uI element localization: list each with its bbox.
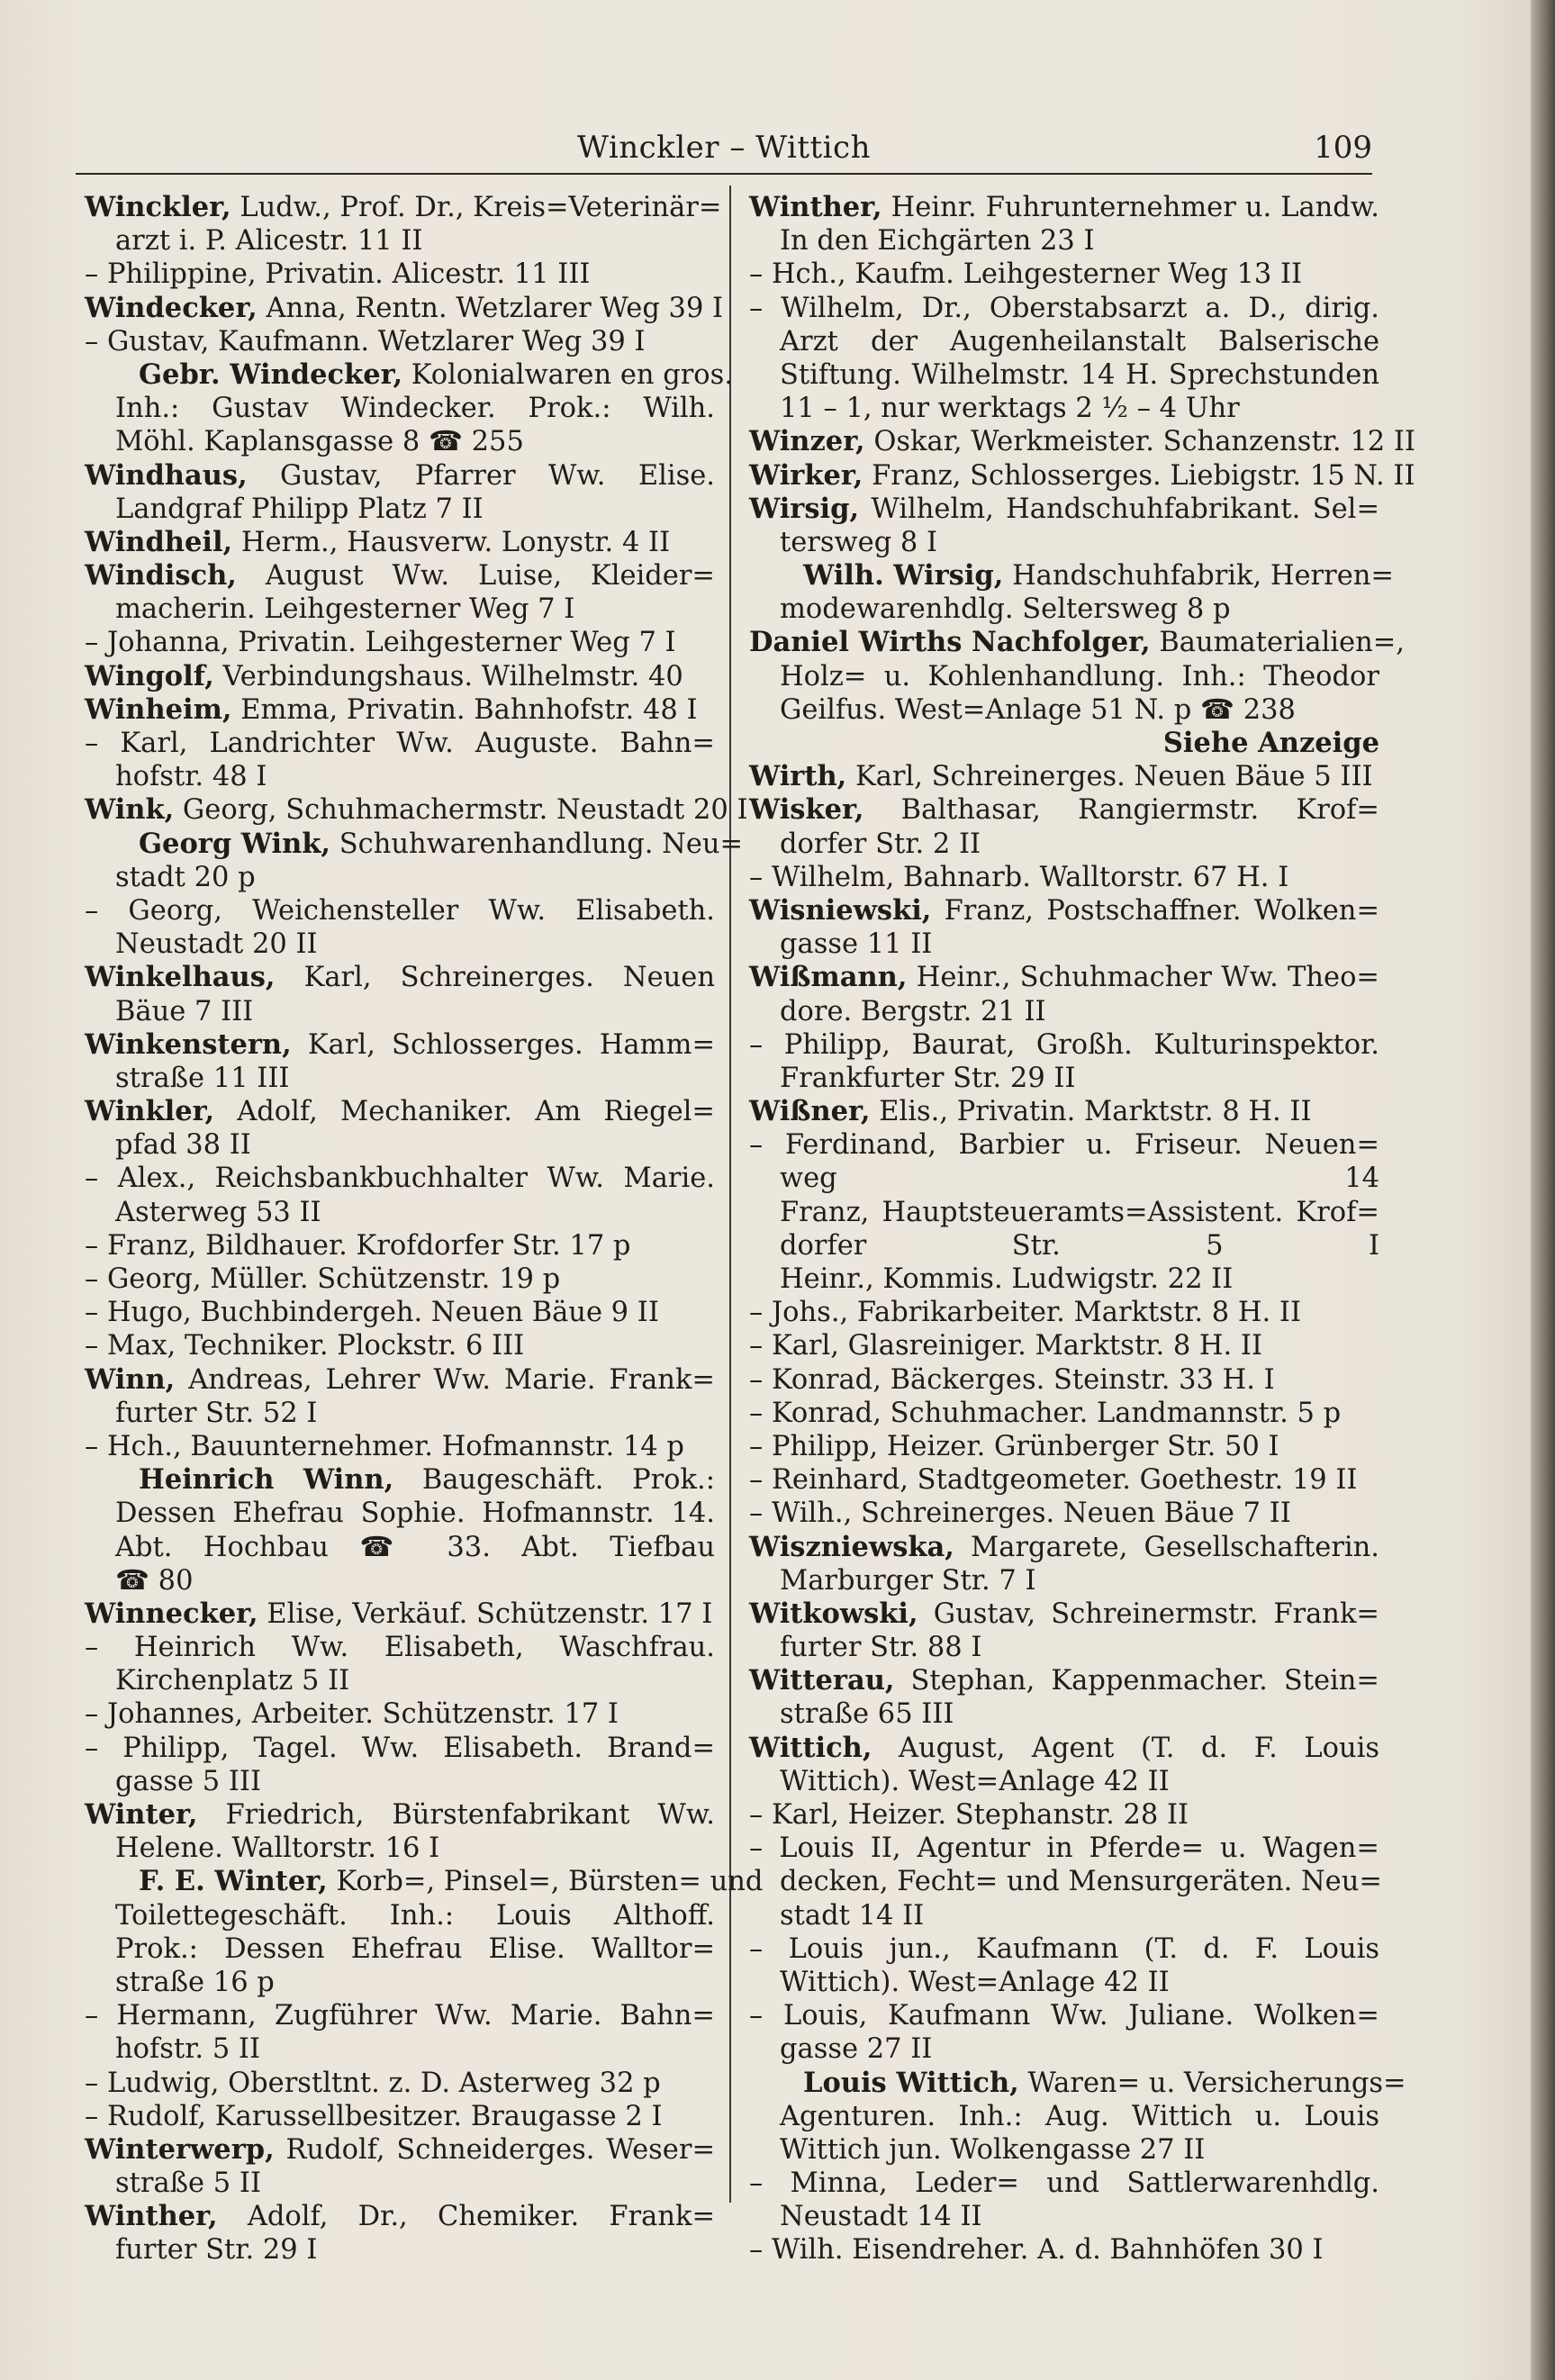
running-header [76, 124, 1372, 169]
directory-line [85, 2067, 715, 2100]
entry-text: dorfer Str. 5 I [780, 1229, 1379, 1262]
directory-line [85, 1430, 715, 1463]
entry-text: Frankfurter Str. 29 II [780, 1062, 1076, 1094]
entry-text: gasse 11 II [780, 928, 933, 961]
entry-name: Wisker, [749, 793, 864, 827]
entry-text: Verbindungshaus. Wilhelmstr. 40 [213, 660, 683, 692]
entry-text: – Konrad, Bäckerges. Steinstr. 33 H. I [749, 1363, 1275, 1396]
directory-line [749, 1999, 1379, 2032]
directory-line [749, 828, 1379, 861]
entry-text: Adolf, Dr., Chemiker. Frank= [217, 2201, 715, 2233]
entry-name: Winkler, [85, 1095, 215, 1128]
entry-name: Wink, [85, 793, 175, 827]
directory-line [749, 392, 1379, 425]
entry-text: Baumaterialien=, [1150, 627, 1405, 659]
entry-text: Heinr., Schuhmacher Ww. Theo= [907, 962, 1379, 994]
entry-text: – Karl, Heizer. Stephanstr. 28 II [749, 1799, 1189, 1831]
directory-line [749, 894, 1379, 928]
entry-text: Inh.: Gustav Windecker. Prok.: Wilh. [115, 393, 715, 425]
entry-text: Marburger Str. 7 I [780, 1564, 1036, 1597]
entry-text: gasse 5 III [115, 1765, 262, 1797]
entry-name: Wiszniewska, [749, 1530, 954, 1563]
entry-text: macherin. Leihgesterner Weg 7 I [115, 593, 575, 626]
directory-line [749, 1765, 1379, 1798]
directory-line [749, 1463, 1379, 1497]
entry-name: Winterwerp, [85, 2132, 275, 2166]
entry-text: Heinr. Fuhrunternehmer u. Landw. [881, 192, 1379, 223]
directory-line [749, 526, 1379, 559]
directory-line [85, 1597, 715, 1631]
entry-text: ☎ 80 [115, 1564, 194, 1597]
directory-line [85, 1062, 715, 1095]
entry-text: dore. Bergstr. 21 II [780, 995, 1046, 1027]
entry-text: Karl, Schreinerges. Neuen Bäue 5 III [846, 761, 1373, 793]
entry-name: Heinrich Winn, [139, 1463, 394, 1497]
entry-text: Helene. Walltorstr. 16 I [115, 1833, 440, 1865]
entry-name: Windheil, [85, 525, 233, 558]
directory-line [85, 1765, 715, 1798]
directory-line [85, 727, 715, 760]
entry-text: modewarenhdlg. Seltersweg 8 p [780, 593, 1231, 626]
directory-line [749, 1296, 1379, 1329]
entry-name: Wittich, [749, 1731, 872, 1764]
entry-text: – Louis, Kaufmann Ww. Juliane. Wolken= [749, 2000, 1379, 2032]
entry-text: Emma, Privatin. Bahnhofstr. 48 I [231, 693, 698, 726]
entry-text: stadt 20 p [115, 861, 256, 893]
entry-text: Prok.: Dessen Ehefrau Elise. Walltor= [115, 1932, 715, 1965]
directory-line [85, 894, 715, 928]
entry-text: 11 – 1, nur werktags 2 ½ – 4 Uhr [780, 393, 1240, 425]
left-column [85, 191, 764, 2267]
directory-line [749, 995, 1379, 1028]
directory-line [749, 292, 1379, 325]
directory-line [85, 1397, 715, 1430]
entry-text: Neustadt 20 II [115, 928, 318, 961]
entry-text: Elise, Verkäuf. Schützenstr. 17 I [258, 1597, 713, 1630]
entry-text: – Wilh., Schreinerges. Neuen Bäue 7 II [749, 1498, 1291, 1530]
entry-text: – Georg, Weichensteller Ww. Elisabeth. [85, 894, 715, 927]
entry-name: Winkenstern, [85, 1027, 292, 1061]
directory-line [749, 693, 1379, 727]
entry-text: – Heinrich Ww. Elisabeth, Waschfrau. [85, 1632, 715, 1664]
directory-line [85, 1697, 715, 1731]
entry-text: – Philippine, Privatin. Alicestr. 11 III [85, 258, 591, 291]
entry-text: stadt 14 II [780, 1899, 925, 1932]
entry-name: Winther, [85, 2200, 218, 2233]
directory-line [749, 1095, 1379, 1128]
entry-text: Heinr., Kommis. Ludwigstr. 22 II [780, 1263, 1234, 1295]
entry-text: – Johs., Fabrikarbeiter. Marktstr. 8 H. II [749, 1297, 1301, 1329]
page-number: 109 [1314, 130, 1372, 166]
directory-line [749, 961, 1379, 994]
entry-text: Asterweg 53 II [115, 1196, 321, 1228]
directory-line [85, 1028, 715, 1062]
entry-text: – Hermann, Zugführer Ww. Marie. Bahn= [85, 2000, 715, 2032]
entry-text: Balthasar, Rangiermstr. Krof= [863, 794, 1379, 827]
directory-line [85, 1531, 715, 1564]
entry-text: – Alex., Reichsbankbuchhalter Ww. Marie. [85, 1163, 715, 1195]
entry-name: Winheim, [85, 692, 232, 726]
directory-line [85, 526, 715, 559]
directory-line [85, 1196, 715, 1229]
entry-name: Windisch, [85, 559, 237, 593]
directory-line [749, 1497, 1379, 1530]
directory-line [85, 1497, 715, 1530]
directory-line [85, 425, 715, 458]
directory-line [749, 1564, 1379, 1597]
directory-line [749, 191, 1379, 224]
entry-text: Friedrich, Bürstenfabrikant Ww. [197, 1799, 715, 1831]
entry-text: Franz, Hauptsteueramts=Assistent. Krof= [780, 1196, 1379, 1228]
directory-line [749, 1531, 1379, 1564]
directory-line [749, 2233, 1379, 2267]
entry-text: – Minna, Leder= und Sattlerwarenhdlg. [749, 2167, 1379, 2200]
entry-text: Arzt der Augenheilanstalt Balserische [780, 325, 1379, 357]
directory-line [749, 1597, 1379, 1631]
directory-line [85, 258, 715, 291]
directory-line [85, 593, 715, 626]
directory-line [749, 1162, 1379, 1195]
entry-text: Wittich). West=Anlage 42 II [780, 1966, 1170, 1998]
directory-line [749, 1028, 1379, 1062]
entry-name: F. E. Winter, [139, 1865, 328, 1898]
entry-text: – Louis jun., Kaufmann (T. d. F. Louis [749, 1932, 1379, 1965]
directory-line [749, 1229, 1379, 1262]
directory-line [85, 1999, 715, 2032]
entry-name: Wilh. Wirsig, [803, 559, 1004, 593]
entry-text: – Louis II, Agentur in Pferde= u. Wagen= [749, 1833, 1379, 1865]
entry-name: Georg Wink, [139, 827, 331, 860]
directory-line [749, 1397, 1379, 1430]
directory-line [749, 1430, 1379, 1463]
directory-line [85, 1966, 715, 1999]
directory-line [749, 928, 1379, 961]
directory-line [749, 1732, 1379, 1765]
entry-text: furter Str. 29 I [115, 2234, 318, 2267]
entry-name: Wirker, [749, 458, 863, 492]
directory-line [749, 1798, 1379, 1832]
directory-line [749, 2167, 1379, 2200]
entry-text: Bäue 7 III [115, 995, 254, 1027]
directory-line [749, 760, 1379, 793]
entry-text: – Max, Techniker. Plockstr. 6 III [85, 1330, 525, 1362]
entry-name: Gebr. Windecker, [139, 357, 403, 391]
entry-name: Witkowski, [749, 1597, 918, 1630]
entry-text: – Wilhelm, Dr., Oberstabsarzt a. D., dirig. [749, 292, 1379, 324]
entry-text: gasse 27 II [780, 2033, 933, 2066]
directory-line [85, 660, 715, 693]
directory-line [85, 1798, 715, 1832]
directory-line [85, 1262, 715, 1296]
entry-text: Georg, Schuhmachermstr. Neustadt 20 I [174, 794, 748, 827]
entry-text: – Ludwig, Oberstltnt. z. D. Asterweg 32 p [85, 2067, 661, 2099]
entry-text: decken, Fecht= und Mensurgeräten. Neu= [780, 1866, 1382, 1898]
entry-text: Baugeschäft. Prok.: [393, 1464, 715, 1497]
entry-text: Herm., Hausverw. Lonystr. 4 II [232, 526, 671, 558]
directory-line [85, 2032, 715, 2066]
entry-name: Winn, [85, 1362, 176, 1396]
entry-name: Wingolf, [85, 659, 214, 692]
entry-text: straße 5 II [115, 2167, 261, 2200]
entry-name: Siehe Anzeige [1162, 727, 1379, 759]
entry-name: Daniel Wirths Nachfolger, [749, 626, 1151, 659]
entry-name: Wisniewski, [749, 893, 932, 927]
directory-line [85, 1631, 715, 1664]
entry-name: Windhaus, [85, 458, 248, 492]
directory-line [749, 2133, 1379, 2167]
directory-line [749, 1262, 1379, 1296]
directory-line [749, 1899, 1379, 1932]
entry-text: Kolonialwaren en gros. [402, 358, 734, 391]
entry-name: Witterau, [749, 1664, 895, 1697]
entry-text: Rudolf, Schneiderges. Weser= [274, 2133, 715, 2166]
directory-line [85, 357, 734, 392]
directory-line [85, 2133, 715, 2167]
entry-text: – Hch., Bauunternehmer. Hofmannstr. 14 p [85, 1430, 684, 1462]
entry-name: Wißner, [749, 1095, 871, 1128]
entry-text: hofstr. 48 I [115, 761, 267, 793]
entry-text: pfad 38 II [115, 1129, 251, 1162]
directory-line [85, 1329, 715, 1362]
directory-line [749, 1329, 1379, 1362]
directory-line [85, 1564, 715, 1597]
directory-line [85, 1095, 715, 1128]
entry-text: Gustav, Pfarrer Ww. Elise. [247, 459, 715, 492]
entry-text: Wittich jun. Wolkengasse 27 II [780, 2133, 1206, 2166]
entry-text: Franz, Postschaffner. Wolken= [931, 894, 1379, 927]
entry-text: Dessen Ehefrau Sophie. Hofmannstr. 14. [115, 1498, 715, 1530]
entry-text: Agenturen. Inh.: Aug. Wittich u. Louis [780, 2100, 1379, 2132]
directory-line [749, 258, 1379, 291]
directory-line [85, 2167, 715, 2200]
directory-line [749, 727, 1379, 760]
directory-line [749, 1966, 1379, 1999]
entry-text: – Johannes, Arbeiter. Schützenstr. 17 I [85, 1698, 619, 1731]
entry-text: Handschuhfabrik, Herren= [1003, 560, 1394, 593]
directory-line [749, 425, 1415, 458]
directory-line [85, 1296, 715, 1329]
entry-text: Karl, Schlosserges. Hamm= [291, 1028, 715, 1061]
directory-line [749, 1697, 1379, 1731]
entry-name: Louis Wittich, [803, 2066, 1019, 2099]
directory-line [749, 358, 1379, 392]
directory-line [85, 325, 715, 358]
entry-text: Korb=, Pinsel=, Bürsten= und [327, 1866, 764, 1898]
entry-name: Winnecker, [85, 1597, 258, 1630]
directory-line [85, 693, 715, 727]
directory-line [85, 1732, 715, 1765]
directory-line [749, 1865, 1382, 1898]
directory-line [85, 827, 744, 861]
directory-line [749, 559, 1394, 593]
entry-name: Wirsig, [749, 492, 860, 525]
entry-text: Andreas, Lehrer Ww. Marie. Frank= [175, 1363, 715, 1396]
entry-text: Adolf, Mechaniker. Am Riegel= [214, 1096, 715, 1128]
entry-text: – Georg, Müller. Schützenstr. 19 p [85, 1263, 561, 1295]
entry-text: Margarete, Gesellschafterin. [954, 1531, 1379, 1563]
directory-line [749, 861, 1379, 894]
directory-line [749, 2032, 1379, 2066]
directory-line [85, 793, 748, 827]
directory-line [85, 2200, 715, 2233]
entry-text: Möhl. Kaplansgasse 8 ☎ 255 [115, 426, 524, 458]
directory-line [749, 660, 1379, 693]
directory-line [85, 1463, 715, 1497]
entry-text: Elis., Privatin. Marktstr. 8 H. II [870, 1096, 1312, 1128]
directory-line [749, 458, 1415, 493]
right-column [749, 191, 1415, 2267]
header-rule [76, 173, 1372, 175]
directory-line [85, 493, 715, 526]
entry-name: Winckler, [85, 191, 231, 223]
directory-line [85, 1162, 715, 1195]
entry-text: weg 14 [780, 1163, 1379, 1195]
entry-name: Windecker, [85, 291, 258, 324]
directory-line [85, 961, 715, 994]
entry-text: In den Eichgärten 23 I [780, 225, 1095, 258]
directory-line [85, 191, 722, 224]
entry-text: Holz= u. Kohlenhandlung. Inh.: Theodor [780, 660, 1379, 692]
entry-text: – Philipp, Baurat, Großh. Kulturinspektor. [749, 1028, 1379, 1061]
entry-text: Landgraf Philipp Platz 7 II [115, 493, 484, 525]
entry-text: – Hch., Kaufm. Leihgesterner Weg 13 II [749, 258, 1303, 291]
entry-name: Winzer, [749, 425, 865, 458]
entry-text: straße 16 p [115, 1966, 275, 1998]
entry-text: furter Str. 52 I [115, 1397, 318, 1429]
entry-text: Waren= u. Versicherungs= [1018, 2067, 1406, 2099]
directory-line [749, 1128, 1379, 1162]
entry-text: August, Agent (T. d. F. Louis [872, 1732, 1379, 1764]
entry-text: Stiftung. Wilhelmstr. 14 H. Sprechstunden [780, 358, 1379, 391]
directory-line [749, 1363, 1379, 1397]
entry-text: – Johanna, Privatin. Leihgesterner Weg 7 I [85, 627, 676, 659]
directory-line [85, 1664, 715, 1697]
entry-text: arzt i. P. Alicestr. 11 II [115, 225, 423, 258]
entry-text: – Hugo, Buchbindergeh. Neuen Bäue 9 II [85, 1297, 659, 1329]
directory-line [749, 2066, 1406, 2100]
entry-text: – Konrad, Schuhmacher. Landmannstr. 5 p [749, 1397, 1342, 1429]
directory-line [85, 2233, 715, 2267]
page-edge [1531, 0, 1555, 2380]
directory-line [85, 1229, 715, 1262]
header-title: Winckler – Wittich [577, 130, 871, 166]
entry-text: Abt. Hochbau ☎ 33. Abt. Tiefbau [115, 1531, 715, 1563]
entry-text: hofstr. 5 II [115, 2033, 261, 2066]
directory-line [85, 392, 715, 425]
directory-line [85, 559, 715, 593]
directory-line [749, 593, 1379, 626]
entry-name: Winther, [749, 191, 882, 223]
directory-line [749, 493, 1379, 526]
entry-text: straße 65 III [780, 1698, 954, 1731]
entry-name: Wirth, [749, 760, 847, 793]
entry-text: – Wilhelm, Bahnarb. Walltorstr. 67 H. I [749, 861, 1289, 893]
entry-text: Schuhwarenhandlung. Neu= [330, 828, 744, 860]
directory-line [749, 1196, 1379, 1229]
directory-line [85, 928, 715, 961]
directory-line [85, 1932, 715, 1966]
directory-line [749, 1062, 1379, 1095]
entry-text: Ludw., Prof. Dr., Kreis=Veterinär= [231, 192, 722, 223]
entry-text: – Rudolf, Karussellbesitzer. Braugasse 2 I [85, 2100, 663, 2132]
directory-line [749, 1631, 1379, 1664]
directory-line [85, 2100, 715, 2133]
directory-line [749, 1664, 1379, 1697]
entry-text: Anna, Rentn. Wetzlarer Weg 39 I [257, 292, 724, 324]
entry-text: Karl, Schreinerges. Neuen [275, 962, 715, 994]
entry-text: Wittich). West=Anlage 42 II [780, 1765, 1170, 1797]
entry-text: tersweg 8 I [780, 526, 938, 558]
entry-text: Stephan, Kappenmacher. Stein= [894, 1665, 1379, 1697]
entry-text: furter Str. 88 I [780, 1632, 982, 1664]
directory-line [85, 1865, 764, 1898]
entry-text: straße 11 III [115, 1062, 290, 1094]
directory-line [749, 224, 1379, 258]
directory-line [85, 1128, 715, 1162]
entry-text: Kirchenplatz 5 II [115, 1665, 350, 1697]
directory-line [85, 1363, 715, 1397]
entry-text: Franz, Schlosserges. Liebigstr. 15 N. II [863, 459, 1415, 492]
entry-text: Toilettegeschäft. Inh.: Louis Althoff. [115, 1899, 715, 1932]
entry-text: Geilfus. West=Anlage 51 N. p ☎ 238 [780, 693, 1296, 726]
directory-line [749, 793, 1379, 827]
directory-line [85, 224, 715, 258]
directory-line [85, 1832, 715, 1865]
entry-text: – Ferdinand, Barbier u. Friseur. Neuen= [749, 1129, 1379, 1162]
entry-text: – Karl, Landrichter Ww. Auguste. Bahn= [85, 728, 715, 759]
entry-text: – Philipp, Heizer. Grünberger Str. 50 I [749, 1430, 1279, 1462]
directory-line [749, 1932, 1379, 1966]
entry-text: – Wilh. Eisendreher. A. d. Bahnhöfen 30 I [749, 2234, 1324, 2267]
directory-line [85, 291, 724, 325]
entry-name: Wißmann, [749, 961, 908, 994]
directory-line [749, 325, 1379, 358]
directory-line [85, 626, 715, 659]
directory-line [85, 861, 715, 894]
entry-text: – Reinhard, Stadtgeometer. Goethestr. 19 II [749, 1464, 1358, 1497]
directory-line [749, 626, 1405, 659]
directory-line [749, 1832, 1379, 1865]
entry-text: Wilhelm, Handschuhfabrikant. Sel= [859, 493, 1379, 525]
entry-text: Gustav, Schreinermstr. Frank= [918, 1597, 1379, 1630]
entry-name: Winkelhaus, [85, 961, 276, 994]
entry-text: – Karl, Glasreiniger. Marktstr. 8 H. II [749, 1330, 1263, 1362]
directory-line [85, 459, 715, 493]
entry-text: Oskar, Werkmeister. Schanzenstr. 12 II [864, 426, 1415, 458]
directory-line [749, 2200, 1379, 2233]
entry-text: – Franz, Bildhauer. Krofdorfer Str. 17 p [85, 1229, 631, 1262]
directory-line [749, 2100, 1379, 2133]
directory-line [85, 760, 715, 793]
entry-text: Neustadt 14 II [780, 2201, 982, 2233]
entry-name: Winter, [85, 1798, 198, 1831]
directory-line [85, 1899, 715, 1932]
entry-text: dorfer Str. 2 II [780, 828, 981, 860]
entry-text: – Gustav, Kaufmann. Wetzlarer Weg 39 I [85, 325, 646, 357]
directory-line [85, 995, 715, 1028]
column-divider [729, 186, 731, 2203]
entry-text: August Ww. Luise, Kleider= [236, 560, 715, 593]
entry-text: – Philipp, Tagel. Ww. Elisabeth. Brand= [85, 1732, 715, 1764]
